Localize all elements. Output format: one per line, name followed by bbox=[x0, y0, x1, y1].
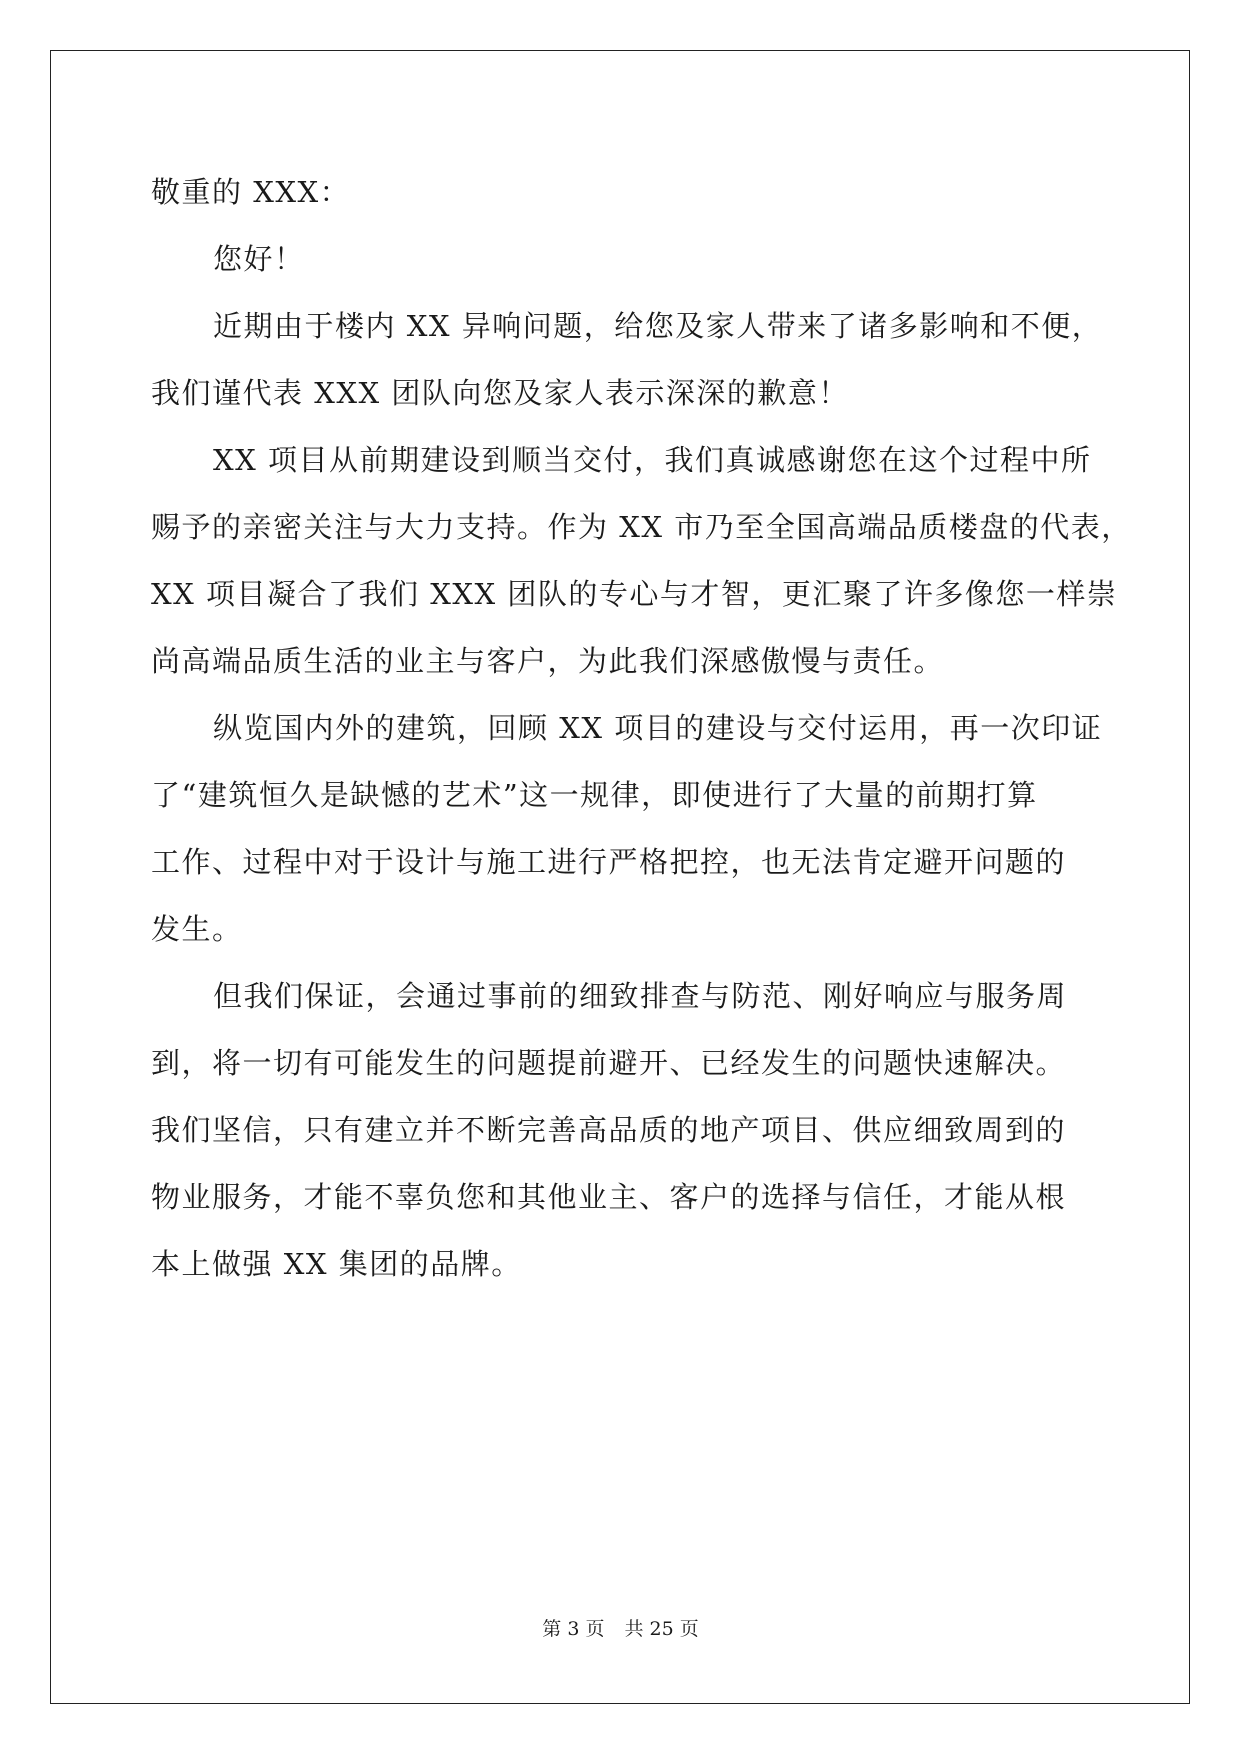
paragraph-line: 本上做强 XX 集团的品牌。 bbox=[151, 1247, 522, 1281]
paragraph-line: 近期由于楼内 XX 异响问题，给您及家人带来了诸多影响和不便， bbox=[213, 309, 1103, 343]
paragraph-line: 赐予的亲密关注与大力支持。作为 XX 市乃至全国高端品质楼盘的代表， bbox=[151, 510, 1132, 544]
paragraph-line: 我们坚信，只有建立并不断完善高品质的地产项目、供应细致周到的 bbox=[151, 1113, 1067, 1147]
page-number: 第 3 页 bbox=[542, 1618, 605, 1640]
paragraph-line: 纵览国内外的建筑，回顾 XX 项目的建设与交付运用，再一次印证 bbox=[213, 711, 1103, 745]
paragraph-apology bbox=[151, 304, 1103, 438]
paragraph-line: 但我们保证，会通过事前的细致排查与防范、刚好响应与服务周 bbox=[213, 979, 1068, 1013]
paragraph-promise bbox=[151, 974, 1091, 1309]
page-footer bbox=[0, 1617, 1241, 1641]
letter-body bbox=[151, 170, 1132, 1309]
paragraph-line: XX 项目从前期建设到顺当交付，我们真诚感谢您在这个过程中所 bbox=[213, 443, 1092, 477]
paragraph-line: 我们谨代表 XXX 团队向您及家人表示深深的歉意！ bbox=[151, 376, 849, 410]
paragraph-architecture bbox=[151, 706, 1103, 974]
paragraph-line: 到，将一切有可能发生的问题提前避开、已经发生的问题快速解决。 bbox=[151, 1046, 1067, 1080]
paragraph-line: 工作、过程中对于设计与施工进行严格把控，也无法肯定避开问题的 bbox=[151, 845, 1067, 879]
salutation: 敬重的 XXX： bbox=[151, 175, 351, 209]
paragraph-line: 了“建筑恒久是缺憾的艺术”这一规律，即使进行了大量的前期打算 bbox=[151, 778, 1038, 812]
paragraph-thanks bbox=[151, 438, 1132, 706]
greeting: 您好！ bbox=[213, 242, 305, 276]
paragraph-line: 发生。 bbox=[151, 912, 243, 946]
paragraph-line: 物业服务，才能不辜负您和其他业主、客户的选择与信任，才能从根 bbox=[151, 1180, 1067, 1214]
paragraph-line: XX 项目凝合了我们 XXX 团队的专心与才智，更汇聚了许多像您一样崇 bbox=[151, 577, 1118, 611]
paragraph-line: 尚高端品质生活的业主与客户，为此我们深感傲慢与责任。 bbox=[151, 644, 945, 678]
page-total: 共 25 页 bbox=[624, 1618, 699, 1640]
